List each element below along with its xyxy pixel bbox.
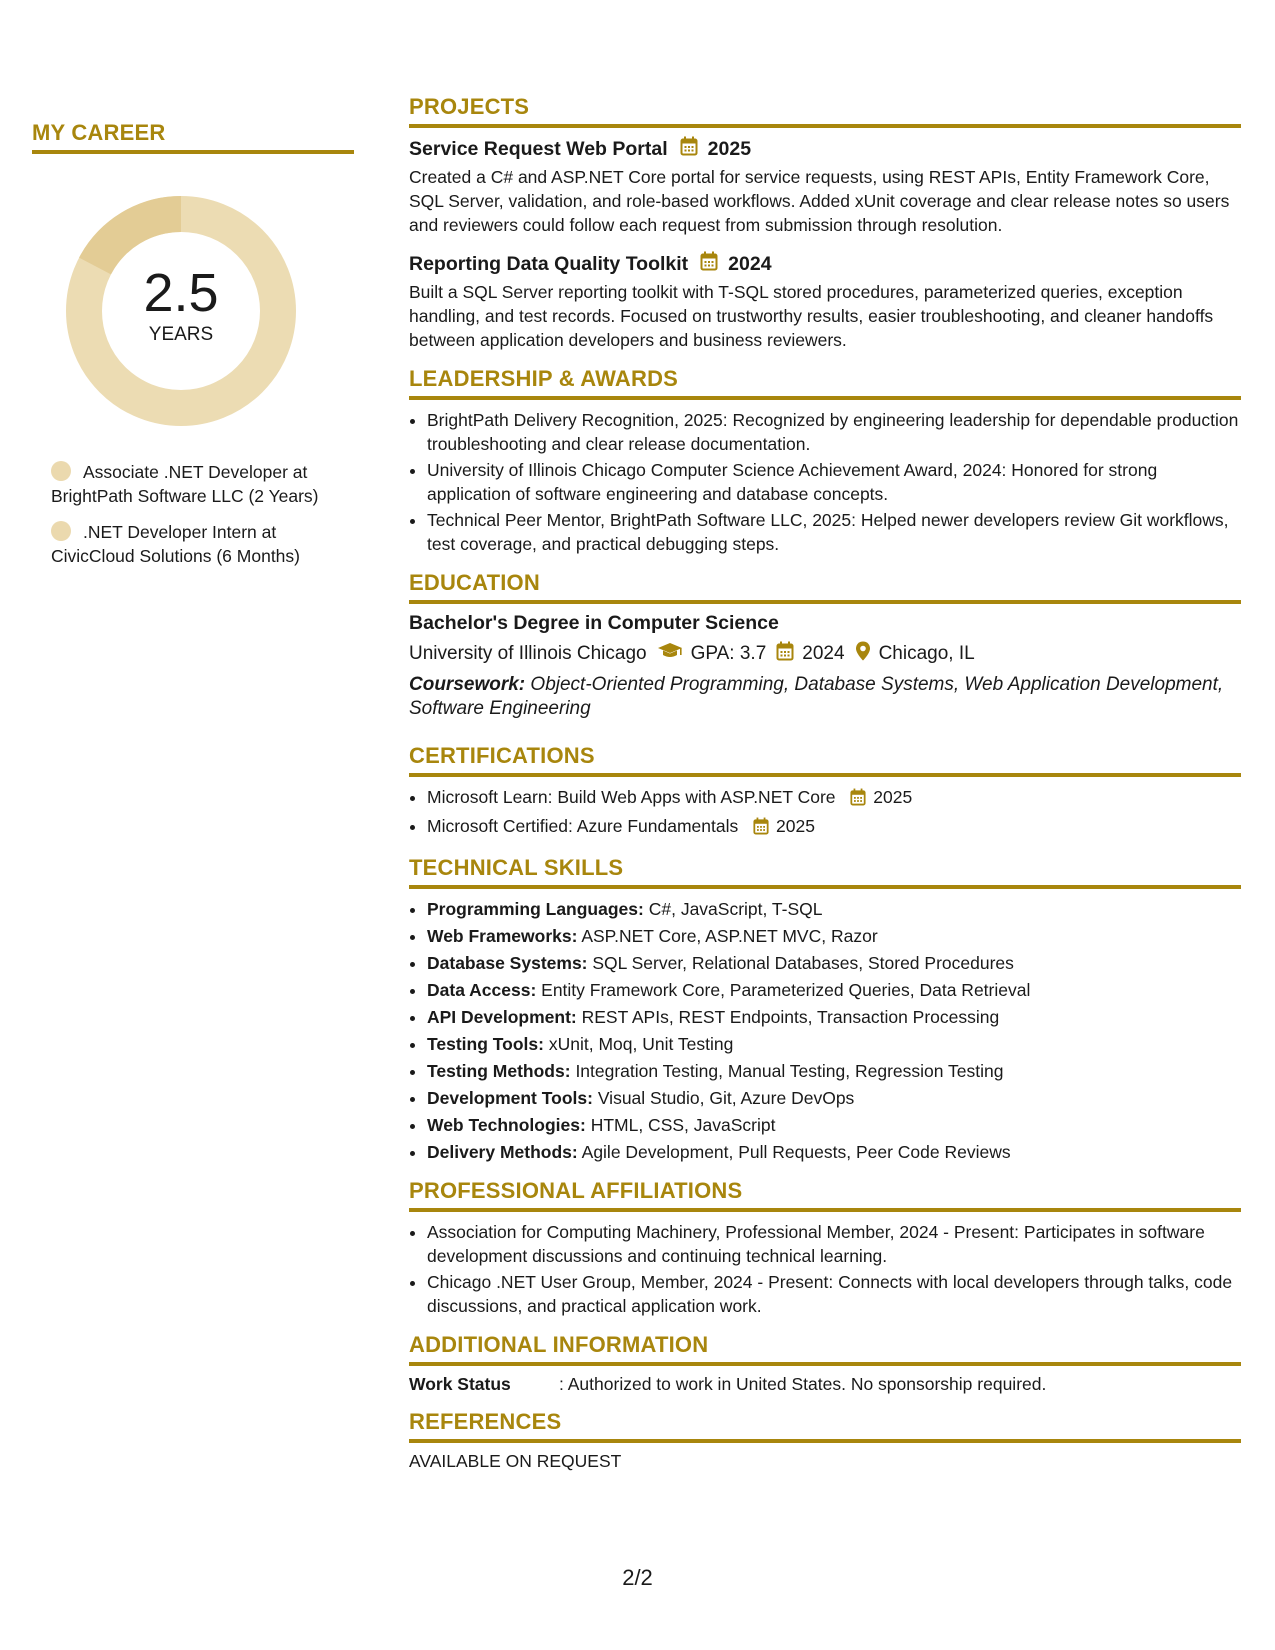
project-description: Built a SQL Server reporting toolkit with T-SQL stored procedures, parameterized queries, exception handling, and test records. Focused on trustworthy results, easier troubleshooting, and cleaner handoffs between application developers and business reviewers.	[409, 282, 1214, 350]
list-item: • Chicago .NET User Group, Member, 2024 - Present: Connects with local developers through talks, code discussions, and practical application work.	[427, 1270, 1241, 1318]
list-item	[427, 814, 1241, 841]
donut-center	[66, 196, 296, 426]
skill-label: Development Tools:	[427, 1088, 593, 1108]
project-heading	[409, 136, 1241, 162]
career-item	[32, 460, 354, 508]
references-section	[409, 1409, 1241, 1472]
skill-label: API Development:	[427, 1007, 577, 1027]
additional-section	[409, 1332, 1241, 1395]
skill-item	[427, 1005, 1241, 1029]
affiliations-list	[409, 1220, 1241, 1318]
skill-value: HTML, CSS, JavaScript	[590, 1115, 776, 1135]
years-label: YEARS	[148, 324, 214, 345]
list-item	[427, 785, 1241, 812]
affiliations-section	[409, 1178, 1241, 1318]
career-title: MY CAREER	[32, 120, 354, 154]
skill-item	[427, 978, 1241, 1002]
skill-label: Data Access:	[427, 980, 537, 1000]
certification-name: Microsoft Certified: Azure Fundamentals	[427, 816, 739, 836]
project-name: Service Request Web Portal	[409, 137, 668, 160]
bullet-dot-icon	[51, 461, 71, 481]
skill-label: Database Systems:	[427, 953, 588, 973]
skills-list	[409, 897, 1241, 1164]
coursework	[409, 673, 1241, 721]
references-text: AVAILABLE ON REQUEST	[409, 1451, 622, 1471]
graduation-cap-icon	[657, 642, 683, 666]
certification-year: 2025	[873, 787, 913, 807]
skill-item	[427, 1059, 1241, 1083]
skill-item	[427, 1113, 1241, 1137]
certification-year: 2025	[776, 816, 815, 836]
page-number: 2/2	[622, 1565, 653, 1590]
project-year: 2024	[728, 252, 772, 275]
skill-item	[427, 897, 1241, 921]
list-item: • BrightPath Delivery Recognition, 2025: Recognized by engineering leadership for dependable production troubleshooting and clear release documentation.	[427, 408, 1241, 456]
skill-value: SQL Server, Relational Databases, Stored Procedures	[592, 953, 1014, 973]
skill-value: Agile Development, Pull Requests, Peer Code Reviews	[581, 1142, 1011, 1162]
list-item: • Association for Computing Machinery, Professional Member, 2024 - Present: Participates in software development discussions and continuing technical learning.	[427, 1220, 1241, 1268]
skill-value: Integration Testing, Manual Testing, Regression Testing	[575, 1061, 1004, 1081]
skill-label: Testing Methods:	[427, 1061, 571, 1081]
project-year: 2025	[707, 137, 752, 160]
skills-section	[409, 855, 1241, 1164]
career-item	[32, 520, 354, 568]
skill-item	[427, 951, 1241, 975]
list-item: • Technical Peer Mentor, BrightPath Software LLC, 2025: Helped newer developers review Git workflows, test coverage, and practical debugging steps.	[427, 508, 1241, 556]
calendar-icon	[753, 817, 769, 841]
skill-value: Entity Framework Core, Parameterized Queries, Data Retrieval	[541, 980, 1031, 1000]
skill-label: Web Technologies:	[427, 1115, 586, 1135]
coursework-list: Object-Oriented Programming, Database Systems, Web Application Development, Software Engineering	[409, 674, 1224, 719]
school-name: University of Illinois Chicago	[409, 643, 647, 664]
calendar-icon	[680, 136, 698, 162]
certification-name: Microsoft Learn: Build Web Apps with ASP.NET Core	[427, 787, 836, 807]
coursework-label: Coursework:	[409, 674, 526, 695]
school-location: Chicago, IL	[878, 643, 975, 664]
skill-value: Visual Studio, Git, Azure DevOps	[597, 1088, 855, 1108]
career-sidebar	[32, 120, 354, 580]
skill-item	[427, 1140, 1241, 1164]
calendar-icon	[700, 251, 718, 277]
skill-label: Delivery Methods:	[427, 1142, 578, 1162]
skill-value: C#, JavaScript, T-SQL	[648, 899, 823, 919]
bullet-dot-icon	[51, 521, 71, 541]
additional-title: ADDITIONAL INFORMATION	[409, 1332, 1241, 1366]
education-title: EDUCATION	[409, 570, 1241, 604]
skill-label: Programming Languages:	[427, 899, 644, 919]
skill-value: REST APIs, REST Endpoints, Transaction Processing	[581, 1007, 1000, 1027]
certifications-list	[409, 785, 1241, 841]
skill-item	[427, 924, 1241, 948]
work-status-row	[409, 1374, 1241, 1395]
leadership-list	[409, 408, 1241, 556]
projects-title: PROJECTS	[409, 94, 1241, 128]
calendar-icon	[776, 641, 794, 667]
education-section	[409, 570, 1241, 721]
skill-item	[427, 1086, 1241, 1110]
leadership-title: LEADERSHIP & AWARDS	[409, 366, 1241, 400]
certifications-section	[409, 743, 1241, 841]
career-item-text: Associate .NET Developer at BrightPath Software LLC (2 Years)	[51, 462, 319, 506]
references-title: REFERENCES	[409, 1409, 1241, 1443]
education-details	[409, 641, 1241, 667]
affiliations-title: PROFESSIONAL AFFILIATIONS	[409, 1178, 1241, 1212]
career-item-text: .NET Developer Intern at CivicCloud Solutions (6 Months)	[51, 522, 300, 566]
work-status-value: : Authorized to work in United States. No sponsorship required.	[559, 1374, 1047, 1394]
project-name: Reporting Data Quality Toolkit	[409, 252, 689, 275]
degree: Bachelor's Degree in Computer Science	[409, 612, 779, 634]
career-donut	[66, 196, 296, 426]
gpa: GPA: 3.7	[690, 643, 767, 664]
skill-value: ASP.NET Core, ASP.NET MVC, Razor	[581, 926, 878, 946]
project-heading	[409, 251, 1241, 277]
project-description: Created a C# and ASP.NET Core portal for service requests, using REST APIs, Entity Framework Core, SQL Server, validation, and role-based workflows. Added xUnit coverage and clear release notes so users and reviewers could follow each request from submission through resolution.	[409, 167, 1230, 235]
years-value: 2.5	[143, 263, 219, 323]
leadership-section	[409, 366, 1241, 556]
projects-section	[409, 94, 1241, 352]
skills-title: TECHNICAL SKILLS	[409, 855, 1241, 889]
graduation-year: 2024	[802, 643, 845, 664]
skill-item	[427, 1032, 1241, 1056]
location-pin-icon	[855, 641, 871, 667]
work-status-label: Work Status	[409, 1374, 511, 1394]
skill-label: Web Frameworks:	[427, 926, 578, 946]
calendar-icon	[850, 788, 866, 812]
main-content	[409, 94, 1241, 1486]
certifications-title: CERTIFICATIONS	[409, 743, 1241, 777]
career-list	[32, 460, 354, 568]
skill-value: xUnit, Moq, Unit Testing	[548, 1034, 734, 1054]
list-item: • University of Illinois Chicago Computer Science Achievement Award, 2024: Honored for strong application of software engineering and database concepts.	[427, 458, 1241, 506]
skill-label: Testing Tools:	[427, 1034, 544, 1054]
